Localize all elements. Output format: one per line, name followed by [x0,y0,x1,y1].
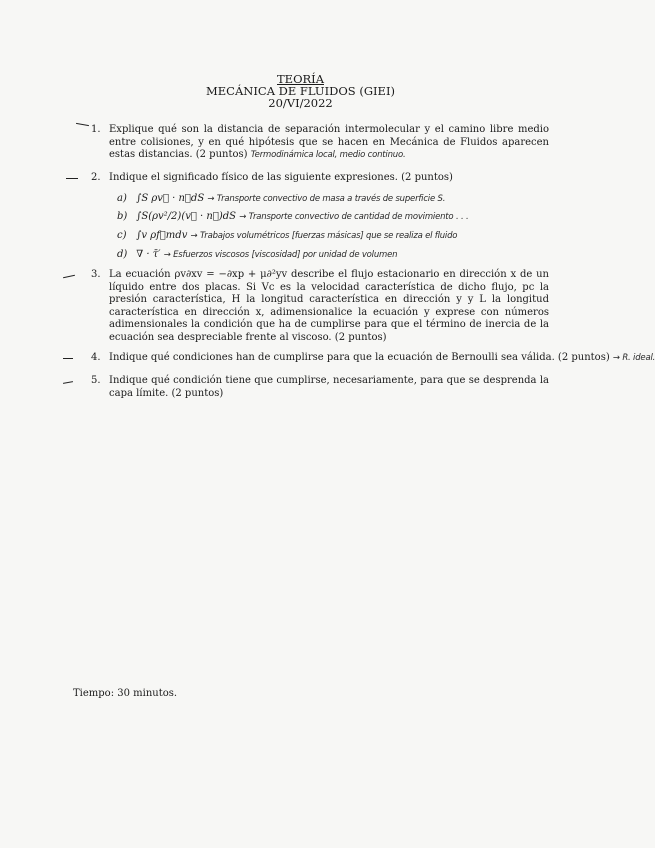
margin-dash-5 [63,381,73,384]
margin-dash-2 [66,178,78,179]
item-label: c) [117,230,127,241]
question-number: 1. [91,124,101,135]
question-text: La ecuación ρv∂xv = −∂xp + μ∂²yv describe el flujo estacionario en dirección x de un líquido entre dos placas. Si Vc es la velocidad característica de dicho flujo, pc la presión característica, H la longitud característica en dirección y y L la longitud característica en dirección x, adimensionalice la ecuación y exprese con números adimensionales la condición que ha de cumplirse para que el término de inercia de la ecuación sea despreciable frente al viscoso. (2 puntos) [109,269,549,343]
item-expression: ∫v ρf⃗mdv [136,230,188,241]
exam-header [0,73,601,109]
question-3 [91,269,549,345]
question-number: 4. [91,352,101,363]
exam-title: TEORÍA [277,72,324,86]
item-label: a) [117,193,127,204]
handwritten-answer: → Transporte convectivo de masa a través de superficie S. [207,194,446,204]
expression-item-a [117,193,445,205]
handwritten-answer: → Transporte convectivo de cantidad de movimiento . . . [239,212,469,222]
handwritten-answer: → Trabajos volumétricos [fuerzas másicas] que se realiza el fluido [190,231,458,241]
question-1 [91,124,549,162]
question-2 [91,172,549,185]
question-number: 2. [91,172,101,183]
margin-dash-3 [63,275,75,278]
question-number: 3. [91,269,101,280]
item-expression: ∫S ρv⃗ · n⃗dS [136,193,205,204]
question-text: Indique el significado físico de las siguiente expresiones. (2 puntos) [109,172,453,183]
question-text: Indique qué condición tiene que cumplirse, necesariamente, para que se desprenda la capa límite. (2 puntos) [109,375,549,399]
question-text: Explique qué son la distancia de separación intermolecular y el camino libre medio entre colisiones, y en qué hipótesis que se hacen en Mecánica de Fluidos aparecen estas distancias. (2 puntos) [109,124,549,161]
expression-item-d [117,249,397,261]
question-5 [91,375,549,400]
question-number: 5. [91,375,101,386]
item-expression: ∫S(ρv²/2)(v⃗ · n⃗)dS [136,211,237,222]
expression-item-b [117,211,468,223]
exam-date: 20/VI/2022 [268,96,333,110]
handwritten-answer: Termodinámica local, medio continuo. [250,150,406,161]
margin-dash-1 [76,123,89,126]
time-limit: Tiempo: 30 minutos. [73,688,178,699]
item-expression: ∇ · τ̄′ [136,249,161,260]
margin-dash-4 [63,358,73,359]
exam-subtitle: MECÁNICA DE FLUIDOS (GIEI) [206,84,395,98]
item-label: d) [117,249,128,260]
item-label: b) [117,211,128,222]
handwritten-answer: → Esfuerzos viscosos [viscosidad] por unidad de volumen [163,250,398,260]
handwritten-answer: → R. ideal. [612,353,655,363]
expression-item-c [117,230,457,242]
question-4 [91,352,655,365]
question-text: Indique qué condiciones han de cumplirse para que la ecuación de Bernoulli sea válida. (2 puntos) [109,352,610,363]
